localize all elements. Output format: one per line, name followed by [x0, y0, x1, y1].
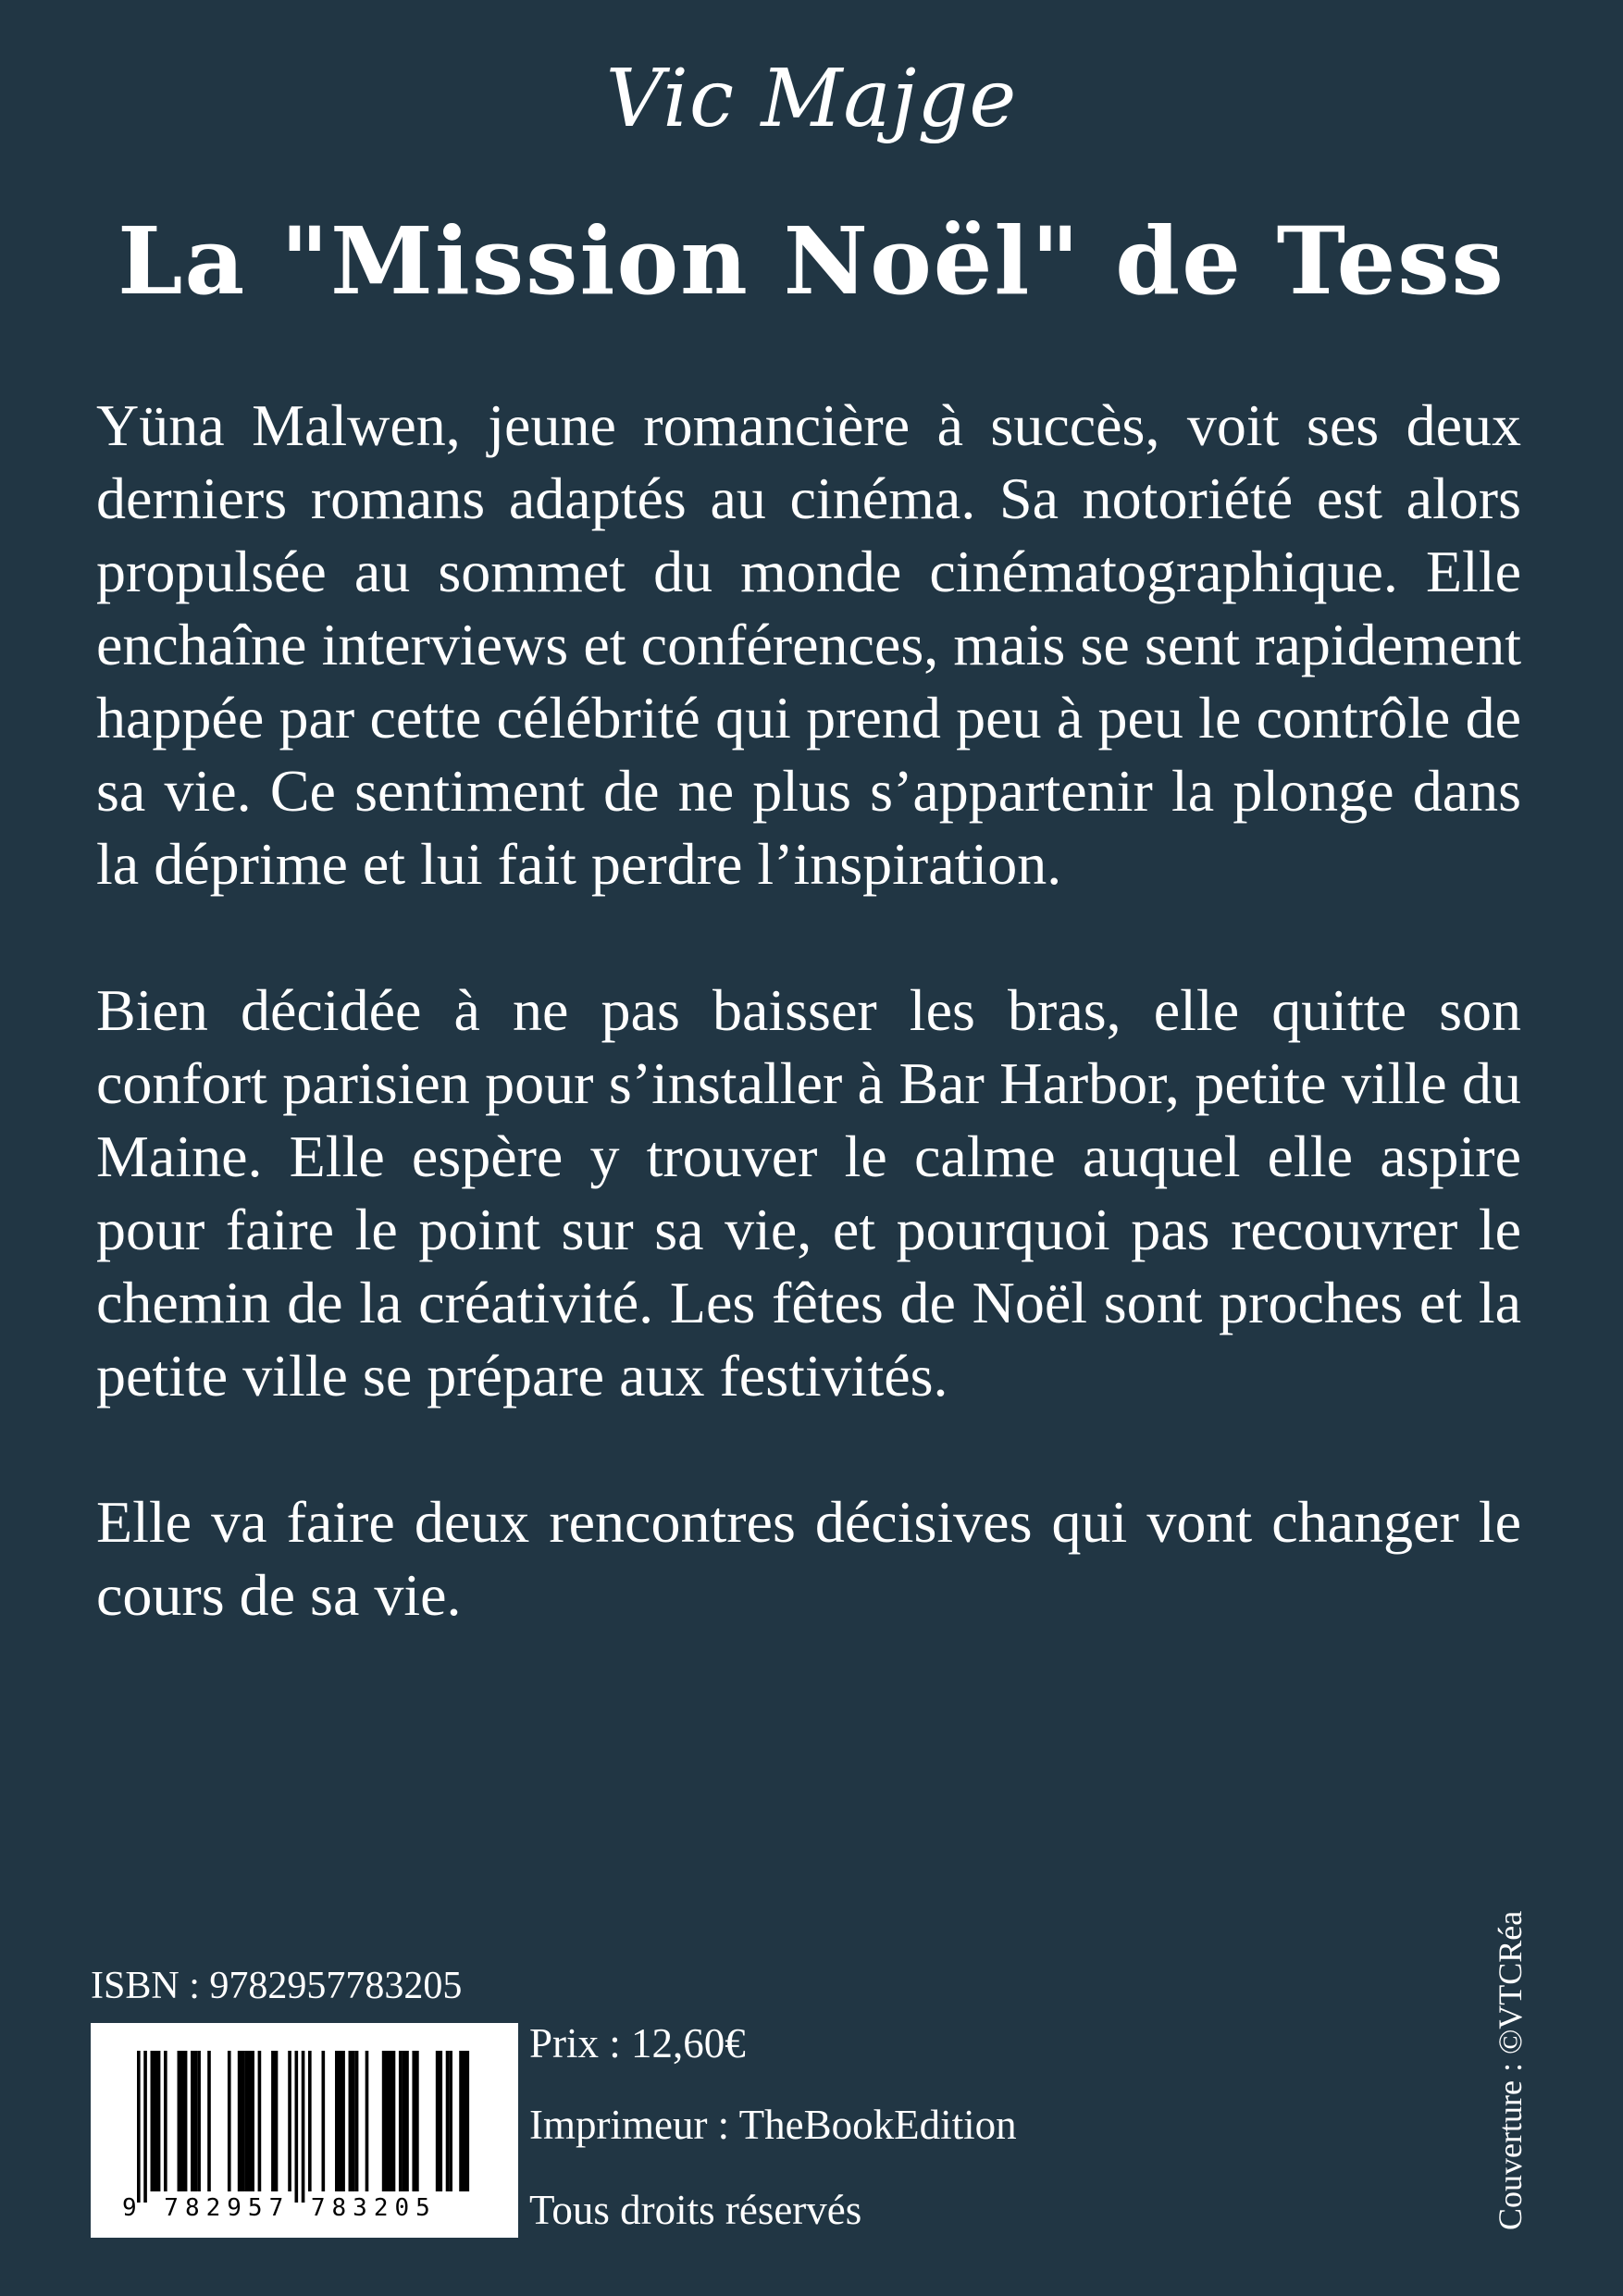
- blurb: [96, 389, 1521, 1705]
- barcode-digits: 9 782957 783205: [122, 2194, 437, 2222]
- barcode-bar: [436, 2051, 442, 2191]
- barcode-bar: [191, 2051, 197, 2191]
- barcode-bar: [403, 2051, 409, 2191]
- barcode-bar: [449, 2051, 452, 2191]
- barcode-bar: [271, 2051, 278, 2191]
- blurb-paragraph-2: Bien décidée à ne pas baisser les bras, elle quitte son confort parisien pour s’installer à Bar Harbor, petite ville du Maine. Elle espère y trouver le calme auquel elle aspire pour faire le point sur sa vie, et pourquoi pas recouvrer le chemin de la créativité. Les fêtes de Noël sont proches et la petite ville se prépare aux festivités.: [96, 977, 1521, 1409]
- barcode-bar: [355, 2051, 359, 2191]
- barcode-bar: [459, 2051, 469, 2191]
- barcode-bar: [143, 2051, 147, 2203]
- barcode-bar: [164, 2051, 167, 2191]
- book-title: La "Mission Noël" de Tess: [118, 206, 1505, 316]
- barcode-bar: [308, 2051, 312, 2191]
- barcode-bar: [446, 2051, 450, 2191]
- barcode-bar: [258, 2051, 262, 2191]
- barcode-bar: [207, 2051, 211, 2191]
- rights-label: Tous droits réservés: [529, 2187, 862, 2233]
- barcode-bar: [178, 2051, 188, 2191]
- barcode-bar: [244, 2051, 254, 2191]
- barcode-bar: [302, 2051, 305, 2203]
- printer-label: Imprimeur : TheBookEdition: [529, 2102, 1017, 2148]
- cover-credit: Couverture : ©VTCRéa: [1492, 1910, 1529, 2230]
- barcode: [91, 2023, 518, 2238]
- barcode-bar: [365, 2051, 369, 2191]
- barcode-bar: [399, 2051, 403, 2191]
- price-label: Prix : 12,60€: [529, 2020, 746, 2066]
- barcode-bar: [335, 2051, 345, 2191]
- barcode-bar: [137, 2051, 141, 2203]
- isbn-label: ISBN : 9782957783205: [91, 1965, 463, 2007]
- barcode-bar: [294, 2051, 298, 2203]
- barcode-bar: [197, 2051, 201, 2191]
- blurb-paragraph-3: Elle va faire deux rencontres décisives qui vont changer le cours de sa vie.: [96, 1489, 1521, 1628]
- barcode-bar: [382, 2051, 396, 2191]
- barcode-bar: [151, 2051, 161, 2191]
- barcode-bar: [322, 2051, 326, 2191]
- barcode-bar: [288, 2051, 291, 2191]
- barcode-bar: [349, 2051, 355, 2191]
- barcode-bar: [238, 2051, 244, 2191]
- blurb-paragraph-1: Yüna Malwen, jeune romancière à succès, voit ses deux derniers romans adaptés au cinéma. Sa notoriété est alors propulsée au sommet du monde cinématographique. Elle enchaîne interviews et conférences, mais se sent rapidement happée par cette célébrité qui prend peu à peu le contrôle de sa vie. Ce sentiment de ne plus s’appartenir la plonge dans la déprime et lui fait perdre l’inspiration.: [96, 392, 1521, 897]
- barcode-bar: [412, 2051, 418, 2191]
- author-name: Vic Majge: [605, 53, 1018, 145]
- barcode-bar: [228, 2051, 231, 2191]
